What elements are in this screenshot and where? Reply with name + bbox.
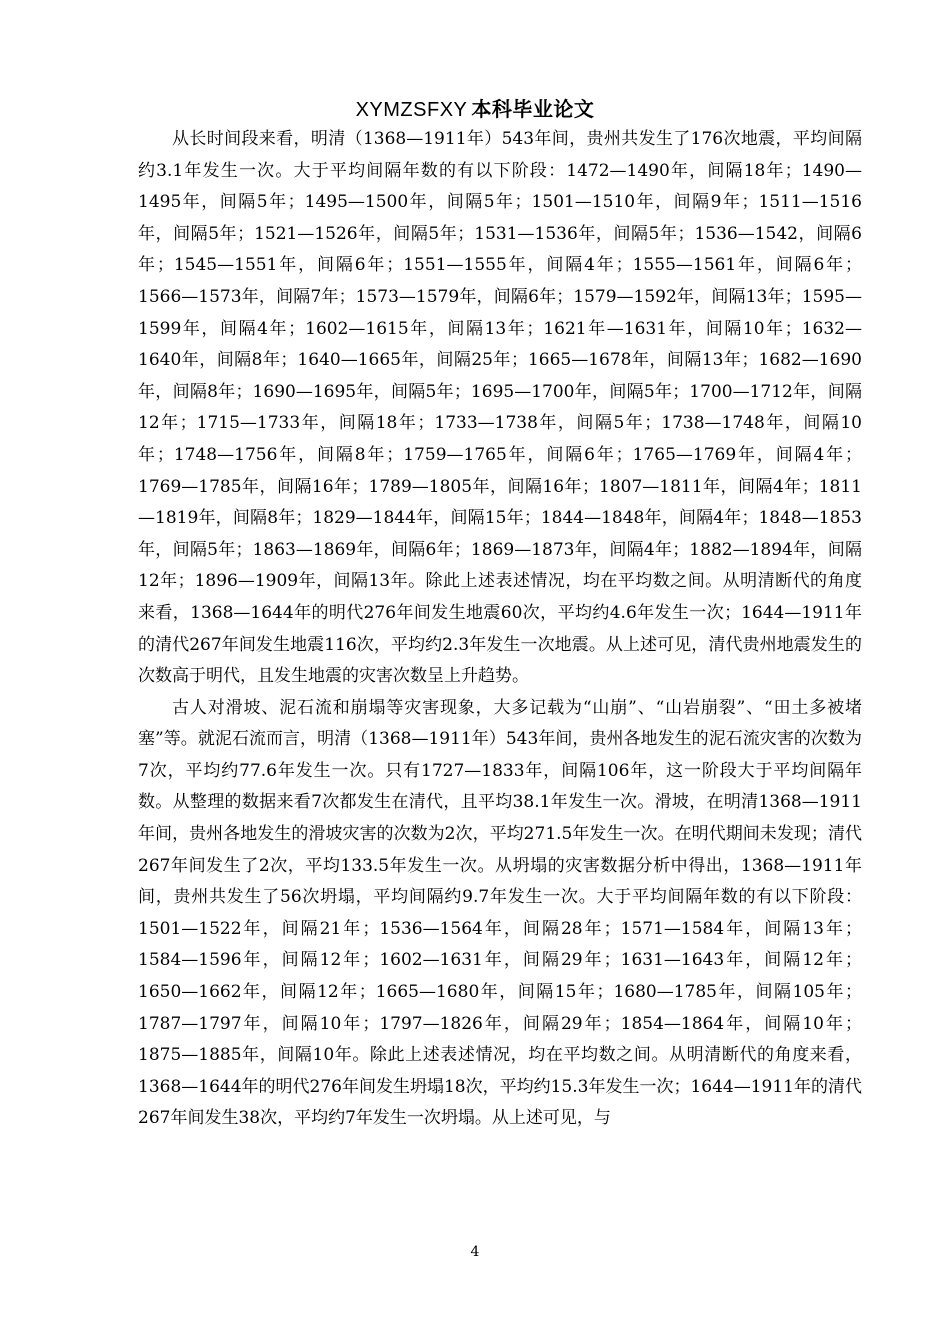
document-body [138,124,862,1135]
page-header [0,95,950,124]
paragraph-landslide: 古人对滑坡、泥石流和崩塌等灾害现象，大多记载为“山崩”、“山岩崩裂”、“田土多被堵塞”等。就泥石流而言，明清（1368—1911年）543年间，贵州各地发生的泥石流灾害的次数为7次，平均约77.6年发生一次。只有1727—1833年，间隔106年，这一阶段大于平均间隔年数。从整理的数据来看7次都发生在清代，且平均38.1年发生一次。滑坡，在明清1368—1911年间，贵州各地发生的滑坡灾害的次数为2次，平均271.5年发生一次。在明代期间未发现；清代267年间发生了2次，平均133.5年发生一次。从坍塌的灾害数据分析中得出，1368—1911年间，贵州共发生了56次坍塌，平均间隔约9.7年发生一次。大于平均间隔年数的有以下阶段：1501—1522年，间隔21年；1536—1564年，间隔28年；1571—1584年，间隔13年；1584—1596年，间隔12年；1602—1631年，间隔29年；1631—1643年，间隔12年；1650—1662年，间隔12年；1665—1680年，间隔15年；1680—1785年，间隔105年；1787—1797年，间隔10年；1797—1826年，间隔29年；1854—1864年，间隔10年；1875—1885年，间隔10年。除此上述表述情况，均在平均数之间。从明清断代的角度来看，1368—1644年的明代276年间发生坍塌18次，平均约15.3年发生一次；1644—1911年的清代267年间发生38次，平均约7年发生一次坍塌。从上述可见，与 [138,697,862,1129]
paragraph-earthquake: 从长时间段来看，明清（1368—1911年）543年间，贵州共发生了176次地震，平均间隔约3.1年发生一次。大于平均间隔年数的有以下阶段：1472—1490年，间隔18年；1490—1495年，间隔5年；1495—1500年，间隔5年；1501—1510年，间隔9年；1511—1516年，间隔5年；1521—1526年，间隔5年；1531—1536年，间隔5年；1536—1542，间隔6年；1545—1551年，间隔6年；1551—1555年，间隔4年；1555—1561年，间隔6年；1566—1573年，间隔7年；1573—1579年，间隔6年；1579—1592年，间隔13年；1595—1599年，间隔4年；1602—1615年，间隔13年；1621年—1631年，间隔10年；1632—1640年，间隔8年；1640—1665年，间隔25年；1665—1678年，间隔13年；1682—1690年，间隔8年；1690—1695年，间隔5年；1695—1700年，间隔5年；1700—1712年，间隔12年；1715—1733年，间隔18年；1733—1738年，间隔5年；1738—1748年，间隔10年；1748—1756年，间隔8年；1759—1765年，间隔6年；1765—1769年，间隔4年；1769—1785年，间隔16年；1789—1805年，间隔16年；1807—1811年，间隔4年；1811—1819年，间隔8年；1829—1844年，间隔15年；1844—1848年，间隔4年；1848—1853年，间隔5年；1863—1869年，间隔6年；1869—1873年，间隔4年；1882—1894年，间隔12年；1896—1909年，间隔13年。除此上述表述情况，均在平均数之间。从明清断代的角度来看，1368—1644年的明代276年间发生地震60次，平均约4.6年发生一次；1644—1911年的清代267年间发生地震116次，平均约2.3年发生一次地震。从上述可见，清代贵州地震发生的次数高于明代，且发生地震的灾害次数呈上升趋势。 [138,129,862,687]
header-code: XYMZSFXY [355,99,468,121]
page-number: 4 [470,1244,480,1260]
header-title: 本科毕业论文 [471,97,595,121]
